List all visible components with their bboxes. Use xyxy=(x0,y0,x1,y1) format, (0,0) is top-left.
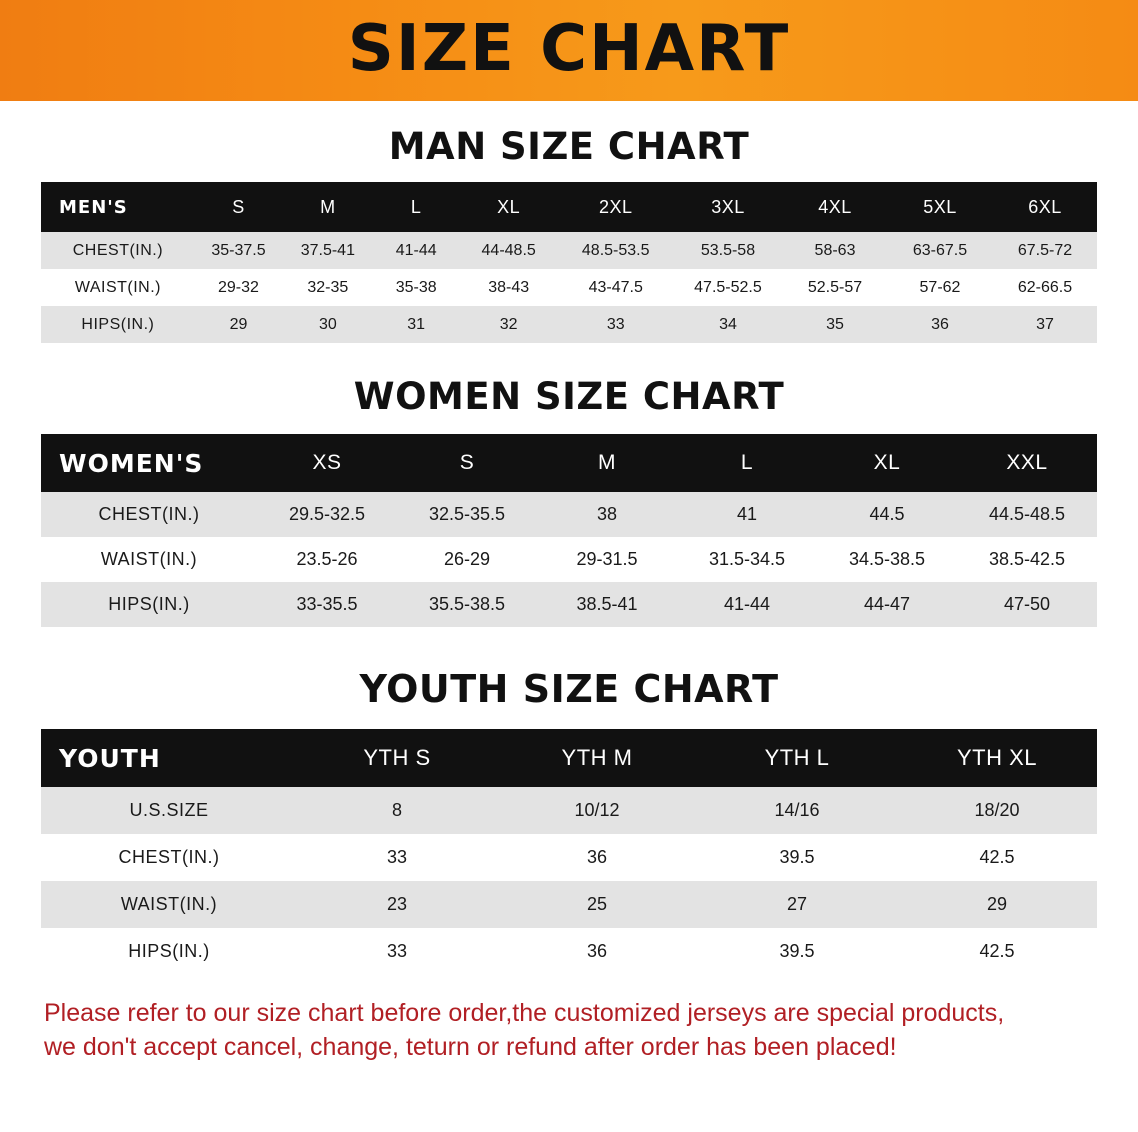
table-cell: 25 xyxy=(497,881,697,928)
man-header-cell: 3XL xyxy=(711,196,745,217)
youth-section-title: YOUTH SIZE CHART xyxy=(359,667,779,711)
table-cell: 37.5-41 xyxy=(282,232,373,269)
table-cell: 32.5-35.5 xyxy=(397,492,537,537)
table-header-row xyxy=(41,729,1097,787)
table-row xyxy=(41,232,1097,269)
table-cell: 53.5-58 xyxy=(673,232,783,269)
table-header-row xyxy=(41,434,1097,492)
table-cell: 29-32 xyxy=(195,269,282,306)
man-header-cell: L xyxy=(410,196,422,217)
table-cell: 41-44 xyxy=(677,582,817,627)
table-cell: 41 xyxy=(677,492,817,537)
row-label: U.S.SIZE xyxy=(41,787,297,834)
table-row xyxy=(41,306,1097,343)
table-cell: 34 xyxy=(673,306,783,343)
table-cell: 29-31.5 xyxy=(537,537,677,582)
table-cell: 37 xyxy=(993,306,1097,343)
table-row xyxy=(41,834,1097,881)
table-cell: 41-44 xyxy=(374,232,459,269)
table-cell: 14/16 xyxy=(697,787,897,834)
man-header-cell: M xyxy=(320,196,336,217)
row-label: HIPS(IN.) xyxy=(41,582,257,627)
youth-header-cell: YTH L xyxy=(764,745,830,770)
table-cell: 39.5 xyxy=(697,834,897,881)
page-title: SIZE CHART xyxy=(347,11,791,86)
table-cell: 35.5-38.5 xyxy=(397,582,537,627)
youth-header-cell: YTH S xyxy=(363,745,431,770)
table-cell: 47-50 xyxy=(957,582,1097,627)
women-header-label: WOMEN'S xyxy=(59,448,204,478)
row-label: CHEST(IN.) xyxy=(41,232,195,269)
table-cell: 34.5-38.5 xyxy=(817,537,957,582)
table-cell: 10/12 xyxy=(497,787,697,834)
table-cell: 29 xyxy=(195,306,282,343)
row-label: HIPS(IN.) xyxy=(41,306,195,343)
table-cell: 36 xyxy=(887,306,993,343)
table-cell: 48.5-53.5 xyxy=(559,232,673,269)
man-header-cell: 6XL xyxy=(1028,196,1062,217)
table-cell: 38 xyxy=(537,492,677,537)
table-cell: 38.5-41 xyxy=(537,582,677,627)
table-cell: 36 xyxy=(497,928,697,975)
table-cell: 58-63 xyxy=(783,232,887,269)
table-cell: 26-29 xyxy=(397,537,537,582)
table-cell: 43-47.5 xyxy=(559,269,673,306)
table-cell: 47.5-52.5 xyxy=(673,269,783,306)
women-size-table xyxy=(41,434,1097,627)
table-row xyxy=(41,582,1097,627)
table-cell: 42.5 xyxy=(897,928,1097,975)
man-header-cell: 2XL xyxy=(598,196,633,217)
youth-table-wrap xyxy=(41,729,1097,975)
table-cell: 31 xyxy=(374,306,459,343)
table-cell: 38-43 xyxy=(459,269,559,306)
man-header-cell: 5XL xyxy=(923,196,957,217)
table-cell: 30 xyxy=(282,306,373,343)
man-section-title: MAN SIZE CHART xyxy=(388,125,750,168)
table-cell: 8 xyxy=(297,787,497,834)
table-cell: 35-38 xyxy=(374,269,459,306)
youth-header-cell: YTH M xyxy=(561,745,633,770)
women-header-cell: XL xyxy=(873,451,901,474)
table-cell: 32 xyxy=(459,306,559,343)
youth-header-label: YOUTH xyxy=(59,743,161,773)
table-cell: 35-37.5 xyxy=(195,232,282,269)
youth-header-cell: YTH XL xyxy=(956,745,1038,770)
disclaimer-line-1: Please refer to our size chart before order,the customized jerseys are special products, xyxy=(44,999,1005,1027)
women-header-cell: L xyxy=(740,451,754,474)
table-cell: 27 xyxy=(697,881,897,928)
women-table-wrap xyxy=(41,434,1097,627)
table-cell: 67.5-72 xyxy=(993,232,1097,269)
table-cell: 32-35 xyxy=(282,269,373,306)
man-header-cell: XL xyxy=(497,196,521,217)
man-table-wrap xyxy=(41,182,1097,343)
table-row xyxy=(41,881,1097,928)
row-label: HIPS(IN.) xyxy=(41,928,297,975)
page-banner xyxy=(0,0,1138,101)
row-label: WAIST(IN.) xyxy=(41,269,195,306)
table-cell: 62-66.5 xyxy=(993,269,1097,306)
table-cell: 44-47 xyxy=(817,582,957,627)
table-cell: 44.5 xyxy=(817,492,957,537)
disclaimer-line-2: we don't accept cancel, change, teturn or refund after order has been placed! xyxy=(44,1032,897,1061)
table-cell: 35 xyxy=(783,306,887,343)
women-header-cell: XS xyxy=(312,451,342,474)
table-cell: 57-62 xyxy=(887,269,993,306)
table-cell: 23 xyxy=(297,881,497,928)
table-cell: 36 xyxy=(497,834,697,881)
row-label: WAIST(IN.) xyxy=(41,537,257,582)
table-cell: 44.5-48.5 xyxy=(957,492,1097,537)
table-cell: 63-67.5 xyxy=(887,232,993,269)
table-row xyxy=(41,492,1097,537)
youth-size-table xyxy=(41,729,1097,975)
man-header-cell: 4XL xyxy=(818,196,852,217)
table-cell: 39.5 xyxy=(697,928,897,975)
table-cell: 44-48.5 xyxy=(459,232,559,269)
man-header-label: MEN'S xyxy=(59,196,128,218)
row-label: CHEST(IN.) xyxy=(41,834,297,881)
man-header-cell: S xyxy=(232,196,245,217)
table-cell: 33-35.5 xyxy=(257,582,397,627)
women-header-cell: S xyxy=(459,451,475,474)
table-cell: 33 xyxy=(297,834,497,881)
table-row xyxy=(41,269,1097,306)
table-row xyxy=(41,928,1097,975)
row-label: WAIST(IN.) xyxy=(41,881,297,928)
table-cell: 33 xyxy=(559,306,673,343)
women-section-title: WOMEN SIZE CHART xyxy=(353,375,785,418)
table-row xyxy=(41,537,1097,582)
table-header-row xyxy=(41,182,1097,232)
disclaimer-note xyxy=(44,997,1094,1065)
table-cell: 29 xyxy=(897,881,1097,928)
table-cell: 29.5-32.5 xyxy=(257,492,397,537)
table-cell: 42.5 xyxy=(897,834,1097,881)
table-cell: 52.5-57 xyxy=(783,269,887,306)
women-header-cell: M xyxy=(598,451,616,474)
man-size-table xyxy=(41,182,1097,343)
table-cell: 23.5-26 xyxy=(257,537,397,582)
table-row xyxy=(41,787,1097,834)
table-cell: 33 xyxy=(297,928,497,975)
women-header-cell: XXL xyxy=(1006,451,1048,474)
row-label: CHEST(IN.) xyxy=(41,492,257,537)
table-cell: 18/20 xyxy=(897,787,1097,834)
table-cell: 38.5-42.5 xyxy=(957,537,1097,582)
table-cell: 31.5-34.5 xyxy=(677,537,817,582)
